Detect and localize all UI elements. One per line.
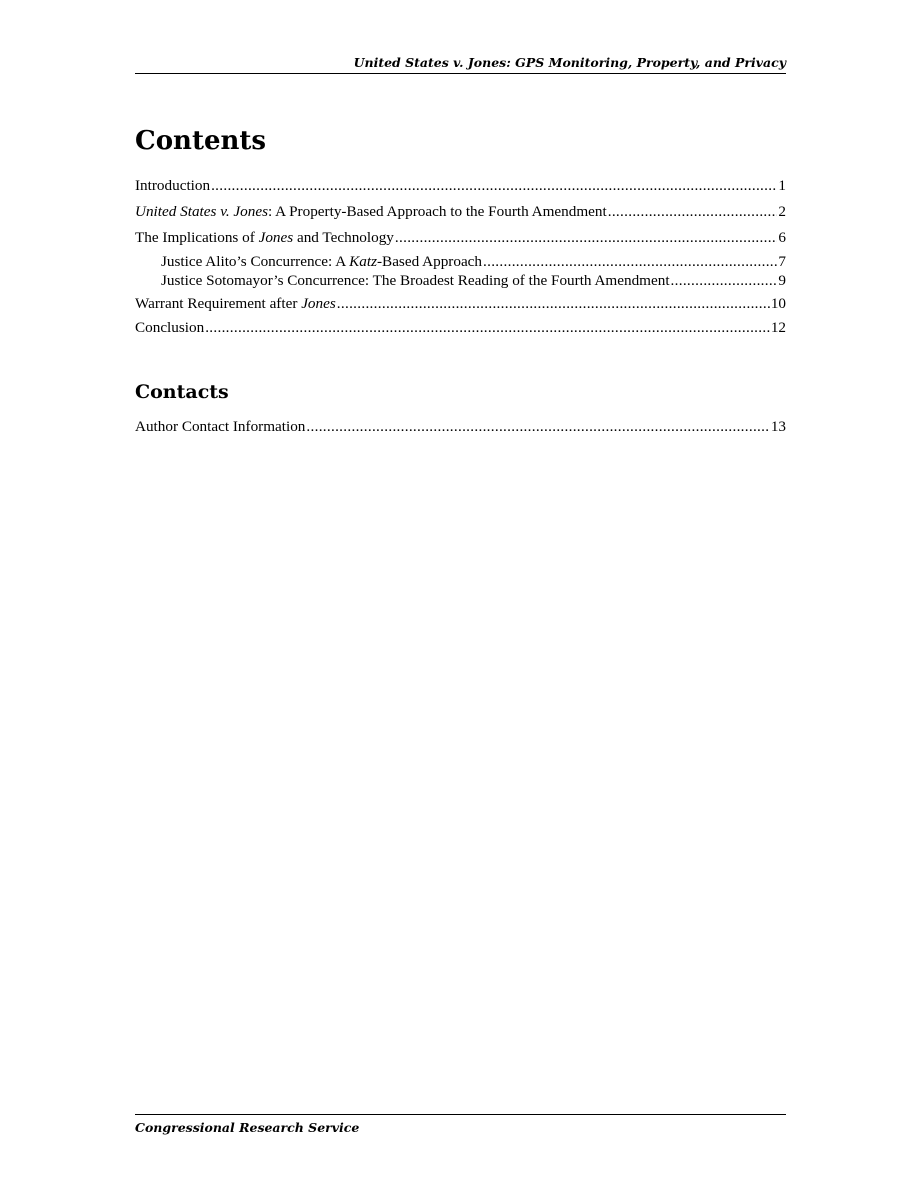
toc-entry-title <box>135 417 305 437</box>
footer-rule <box>135 1114 786 1115</box>
toc-title-segment: United States v. Jones <box>135 203 268 220</box>
toc-dot-leader <box>608 202 778 222</box>
toc-title-segment: Justice Alito’s Concurrence: A <box>161 253 350 270</box>
toc-title-segment: Jones <box>258 229 294 246</box>
toc-page-number: 2 <box>778 203 786 220</box>
toc-entry[interactable] <box>135 417 786 437</box>
toc-dot-leader <box>337 294 770 314</box>
toc-title-segment: Katz <box>349 253 377 270</box>
toc-entry[interactable] <box>135 318 786 338</box>
footer-text: Congressional Research Service <box>135 1120 360 1135</box>
toc-page-number: 7 <box>778 253 786 270</box>
toc-entry[interactable] <box>161 271 786 291</box>
running-header: United States v. Jones: GPS Monitoring, Property, and Privacy <box>353 55 786 70</box>
toc-entry-title <box>161 252 482 272</box>
contents-heading: Contents <box>135 126 267 156</box>
toc-title-segment: and Technology <box>293 229 394 246</box>
toc-title-segment: Jones <box>301 295 336 312</box>
toc-dot-leader <box>395 228 778 248</box>
toc-title-segment: : A Property-Based Approach to the Fourth Amendment <box>268 203 607 220</box>
toc-entry[interactable] <box>135 294 786 314</box>
toc-entry-title <box>135 228 394 248</box>
toc-page-number: 9 <box>778 272 786 289</box>
toc-title-segment: Justice Sotomayor’s Concurrence: The Broadest Reading of the Fourth Amendment <box>161 272 670 289</box>
toc-title-segment: Conclusion <box>135 319 205 336</box>
toc-title-segment: Introduction <box>135 177 211 194</box>
toc-page-number: 10 <box>770 295 786 312</box>
toc-dot-leader <box>205 318 770 338</box>
toc-entry[interactable] <box>135 228 786 248</box>
toc-dot-leader <box>306 417 769 437</box>
toc-title-segment: Warrant Requirement after <box>135 295 302 312</box>
toc-dot-leader <box>671 271 778 291</box>
contacts-heading: Contacts <box>135 381 229 403</box>
toc-page-number: 6 <box>778 229 786 246</box>
toc-title-segment: Author Contact Information <box>135 418 306 435</box>
header-rule <box>135 73 786 74</box>
toc-entry-title <box>161 271 670 291</box>
toc-entry[interactable] <box>161 252 786 272</box>
toc-dot-leader <box>483 252 777 272</box>
toc-entry-title <box>135 176 210 196</box>
toc-page-number: 12 <box>770 319 786 336</box>
toc-entry-title <box>135 318 204 338</box>
toc-page-number: 13 <box>770 418 786 435</box>
toc-entry[interactable] <box>135 176 786 196</box>
toc-entry[interactable] <box>135 202 786 222</box>
toc-entry-title <box>135 202 607 222</box>
toc-title-segment: The Implications of <box>135 229 259 246</box>
toc-title-segment: -Based Approach <box>377 253 483 270</box>
toc-entry-title <box>135 294 336 314</box>
toc-page-number: 1 <box>778 177 786 194</box>
toc-dot-leader <box>211 176 777 196</box>
